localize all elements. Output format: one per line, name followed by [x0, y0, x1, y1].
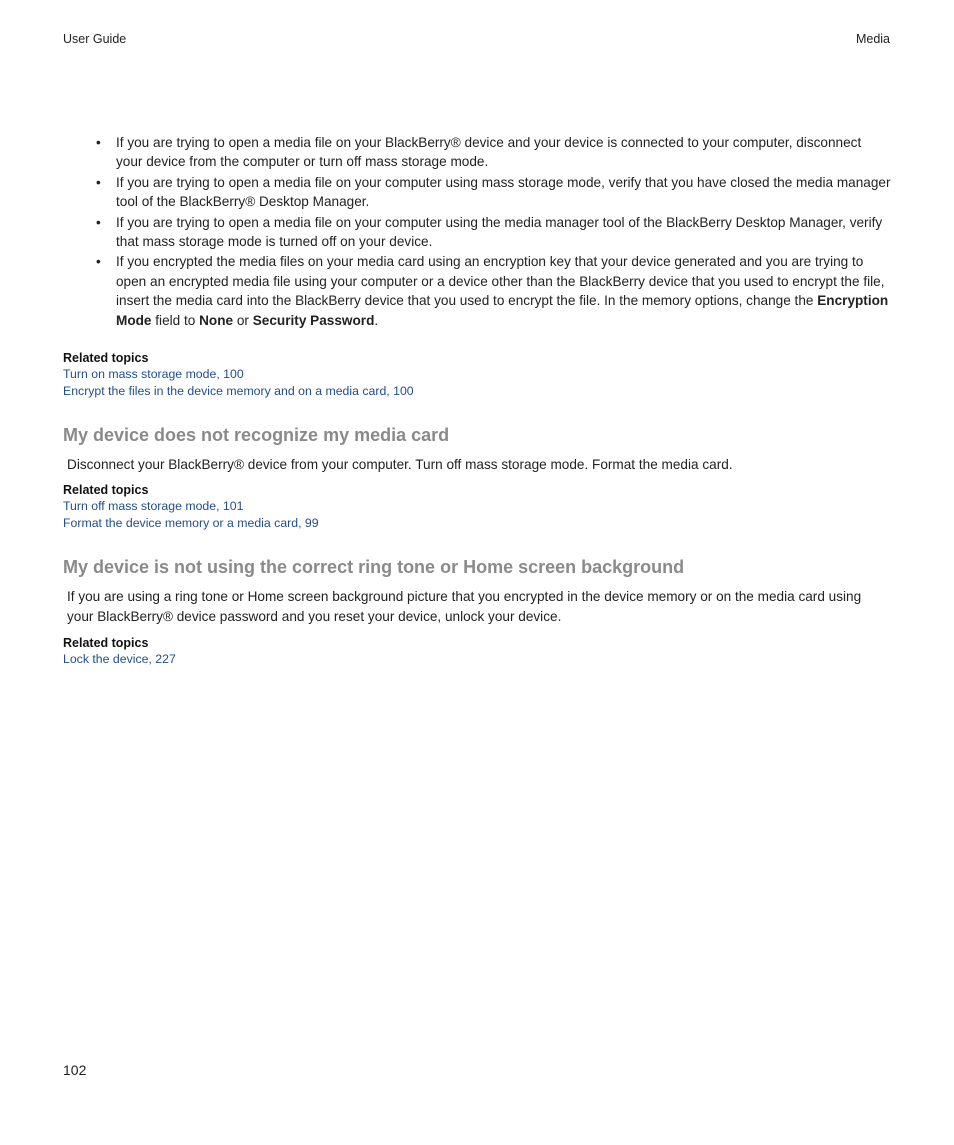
- related-link-turn-on-mass-storage[interactable]: Turn on mass storage mode, 100: [63, 367, 244, 382]
- bullet-item: • If you encrypted the media files on your media card using an encryption key that your device generated and you are trying to open an encrypted media file using your computer or a device other than the BlackBerry device that you used to encrypt the file, insert the media card into the BlackBerry device that you used to encrypt the file. In the memory options, change the Encryption Mode field to None or Security Password.: [96, 254, 889, 328]
- related-link-turn-off-mass-storage[interactable]: Turn off mass storage mode, 101: [63, 499, 244, 514]
- section-heading: My device is not using the correct ring tone or Home screen background: [63, 557, 685, 578]
- section-heading: My device does not recognize my media card: [63, 425, 450, 446]
- related-link-lock-device[interactable]: Lock the device, 227: [63, 652, 176, 667]
- section-body: If you are using a ring tone or Home screen background picture that you encrypted in the device memory or on the media card using your BlackBerry® device password and you reset your device, unlock your device.: [67, 589, 862, 624]
- related-link-encrypt-files[interactable]: Encrypt the files in the device memory and on a media card, 100: [63, 383, 414, 398]
- bullet-item: • If you are trying to open a media file on your BlackBerry® device and your device is connected to your computer, disconnect your device from the computer or turn off mass storage mode.: [96, 135, 862, 170]
- related-topics-title: Related topics: [63, 483, 149, 498]
- bullet-icon: •: [96, 135, 101, 150]
- section-media-card-not-recognized: [63, 424, 891, 531]
- page-number: 102: [63, 1062, 87, 1078]
- related-topics-title: Related topics: [63, 636, 149, 651]
- related-link-format-memory[interactable]: Format the device memory or a media card, 99: [63, 515, 319, 530]
- related-topics-title: Related topics: [63, 351, 149, 366]
- section-body: Disconnect your BlackBerry® device from your computer. Turn off mass storage mode. Format the media card.: [67, 457, 733, 473]
- bullet-icon: •: [96, 174, 101, 190]
- ui-term-encryption-mode: Encryption Mode: [116, 293, 889, 328]
- related-topics-1: [63, 350, 891, 399]
- running-header-left: User Guide: [63, 32, 127, 46]
- bullet-icon: •: [96, 254, 101, 270]
- related-topics-2: [63, 482, 891, 531]
- troubleshooting-bullets: [63, 133, 891, 330]
- section-wrong-ringtone: [63, 556, 891, 667]
- bullet-icon: •: [96, 214, 101, 230]
- bullet-item: • If you are trying to open a media file on your computer using mass storage mode, verify that you have closed the media manager tool of the BlackBerry® Desktop Manager.: [96, 174, 891, 210]
- related-topics-3: [63, 635, 891, 668]
- bullet-item: • If you are trying to open a media file on your computer using the media manager tool of the BlackBerry Desktop Manager, verify that mass storage mode is turned off on your device.: [96, 214, 883, 250]
- ui-term-none: None: [199, 312, 234, 328]
- ui-term-security-password: Security Password: [252, 312, 375, 328]
- running-header-right: Media: [855, 32, 890, 46]
- page-content: [63, 133, 891, 668]
